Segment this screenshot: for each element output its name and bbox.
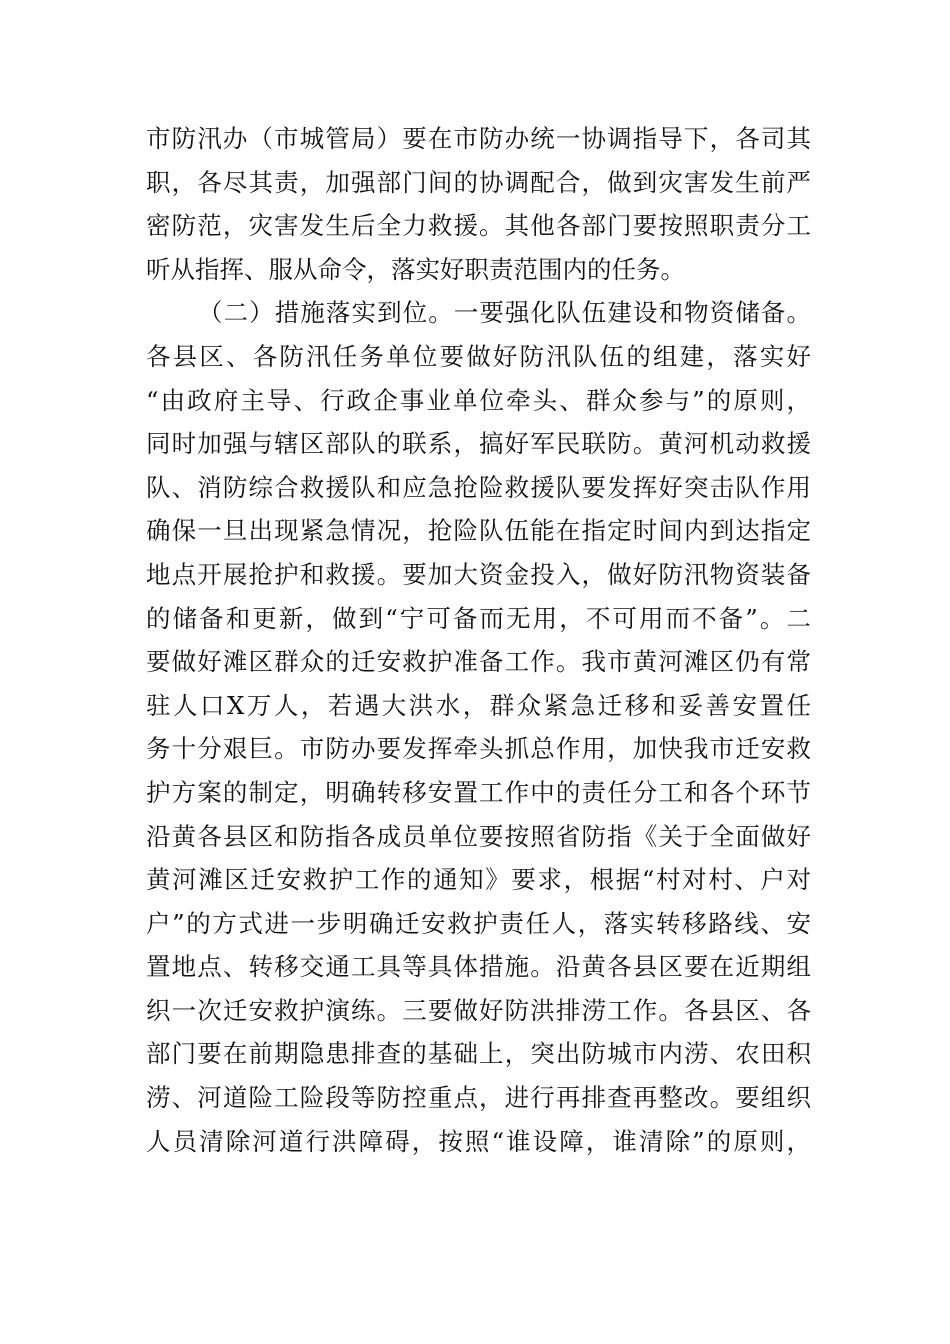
text-line: 务十分艰巨。市防办要发挥牵头抓总作用，加快我市迁安救 [146, 734, 811, 764]
body-text [146, 117, 811, 1163]
text-line: 涝、河道险工险段等防控重点，进行再排查再整改。要组织 [146, 1083, 811, 1113]
text-line: 听从指挥、服从命令，落实好职责范围内的任务。 [146, 254, 685, 284]
text-line: 部门要在前期隐患排查的基础上，突出防城市内涝、农田积 [146, 1039, 811, 1069]
text-line: 的储备和更新，做到“宁可备而无用，不可用而不备”。二 [146, 603, 811, 633]
text-line: 黄河滩区迁安救护工作的通知》要求，根据“村对村、户对 [146, 865, 811, 895]
text-line: 队、消防综合救援队和应急抢险救援队要发挥好突击队作用 [146, 472, 811, 502]
text-line: 人员清除河道行洪障碍，按照“谁设障，谁清除”的原则， [146, 1126, 811, 1156]
text-line: 市防汛办（市城管局）要在市防办统一协调指导下，各司其 [146, 124, 811, 153]
text-line: 地点开展抢护和救援。要加大资金投入，做好防汛物资装备 [146, 559, 811, 589]
text-line: 同时加强与辖区部队的联系，搞好军民联防。黄河机动救援 [146, 429, 811, 459]
text-line: 密防范，灾害发生后全力救援。其他各部门要按照职责分工 [146, 211, 811, 241]
text-line: 织一次迁安救护演练。三要做好防洪排涝工作。各县区、各 [146, 995, 811, 1025]
text-line: 户”的方式进一步明确迁安救护责任人，落实转移路线、安 [146, 908, 811, 938]
text-line: 职，各尽其责，加强部门间的协调配合，做到灾害发生前严 [146, 167, 811, 197]
text-line: 确保一旦出现紧急情况，抢险队伍能在指定时间内到达指定 [146, 516, 811, 546]
text-line: 护方案的制定，明确转移安置工作中的责任分工和各个环节 [146, 777, 811, 807]
text-line: “由政府主导、行政企事业单位牵头、群众参与”的原则， [146, 385, 811, 415]
text-line: 置地点、转移交通工具等具体措施。沿黄各县区要在近期组 [146, 952, 811, 982]
text-line: 沿黄各县区和防指各成员单位要按照省防指《关于全面做好 [146, 821, 811, 851]
text-line: 驻人口X万人，若遇大洪水，群众紧急迁移和妥善安置任 [146, 690, 811, 720]
section-heading-line: （二）措施落实到位。一要强化队伍建设和物资储备。 [198, 298, 811, 328]
text-line: 各县区、各防汛任务单位要做好防汛队伍的组建，落实好 [146, 341, 811, 371]
text-line: 要做好滩区群众的迁安救护准备工作。我市黄河滩区仍有常 [146, 647, 811, 677]
